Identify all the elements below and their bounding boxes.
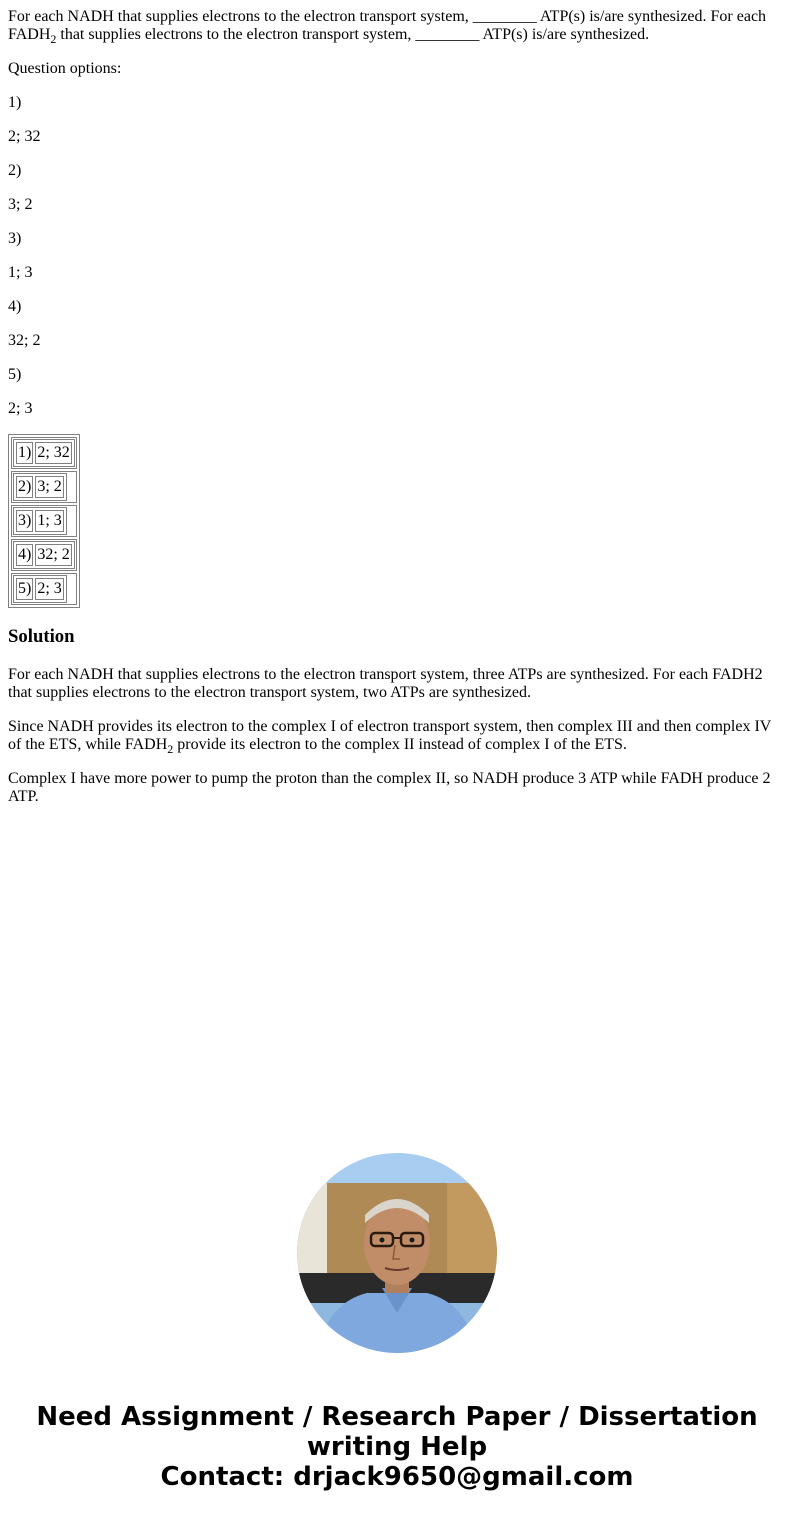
solution-p2-part1: Since NADH provides its electron to the complex I of electron transport system, then complex III and then complex IV of the ETS, while FADH <box>8 718 772 753</box>
solution-paragraph-3: Complex I have more power to pump the proton than the complex II, so NADH produce 3 ATP while FADH produce 2 ATP. <box>8 770 771 805</box>
option-number-2: 2) <box>8 162 22 179</box>
question-part1: For each NADH that supplies electrons to the electron transport system, ________ ATP(s) is/are synthesized. For each FADH <box>8 8 767 43</box>
options-table-cell <box>11 471 77 503</box>
options-table-cell <box>11 573 77 605</box>
option-inner-table <box>13 439 75 467</box>
author-photo-illustration <box>297 1153 497 1353</box>
question-part2: that supplies electrons to the electron transport system, ________ ATP(s) is/are synthesized. <box>56 26 650 43</box>
option-number-4: 4) <box>8 298 22 315</box>
footer-contact: Contact: drjack9650@gmail.com <box>160 1462 634 1492</box>
table-option-number: 5) <box>16 578 33 600</box>
footer-line-1: Need Assignment / Research Paper / Dissertation <box>36 1402 758 1432</box>
document-body <box>8 0 786 822</box>
table-option-text: 2; 32 <box>35 442 71 464</box>
option-number-3: 3) <box>8 230 22 247</box>
options-label: Question options: <box>8 60 122 77</box>
solution-p2-subscript: 2 <box>167 742 174 757</box>
author-photo <box>297 1153 497 1353</box>
question-text <box>8 8 786 47</box>
options-table-cell <box>11 437 77 469</box>
options-table <box>8 434 80 608</box>
table-option-number: 4) <box>16 544 33 566</box>
table-option-text: 3; 2 <box>35 476 63 498</box>
option-inner-table <box>13 541 75 569</box>
option-inner-table <box>13 473 67 501</box>
options-table-row <box>11 471 77 503</box>
solution-paragraph-1: For each NADH that supplies electrons to the electron transport system, three ATPs are synthesized. For each FADH2 that supplies electrons to the electron transport system, two ATPs are synthesized. <box>8 666 763 701</box>
option-text-2: 3; 2 <box>8 196 33 213</box>
table-option-text: 32; 2 <box>35 544 71 566</box>
option-text-4: 32; 2 <box>8 332 41 349</box>
footer-line-2: writing Help <box>306 1432 488 1462</box>
option-text-3: 1; 3 <box>8 264 33 281</box>
options-table-row <box>11 437 77 469</box>
option-text-5: 2; 3 <box>8 400 33 417</box>
solution-heading: Solution <box>8 626 75 647</box>
option-inner-table <box>13 507 67 535</box>
question-subscript: 2 <box>50 32 57 47</box>
options-table-row <box>11 505 77 537</box>
option-inner-table <box>13 575 67 603</box>
table-option-number: 2) <box>16 476 33 498</box>
option-number-5: 5) <box>8 366 22 383</box>
options-table-row <box>11 573 77 605</box>
options-table-cell <box>11 505 77 537</box>
solution-p2-part2: provide its electron to the complex II instead of complex I of the ETS. <box>173 736 627 753</box>
option-number-1: 1) <box>8 94 22 111</box>
table-option-text: 2; 3 <box>35 578 63 600</box>
table-option-number: 1) <box>16 442 33 464</box>
options-table-cell <box>11 539 77 571</box>
option-text-1: 2; 32 <box>8 128 41 145</box>
solution-paragraph-2 <box>8 718 786 757</box>
table-option-number: 3) <box>16 510 33 532</box>
footer-banner <box>0 1402 794 1492</box>
options-table-row <box>11 539 77 571</box>
table-option-text: 1; 3 <box>35 510 63 532</box>
